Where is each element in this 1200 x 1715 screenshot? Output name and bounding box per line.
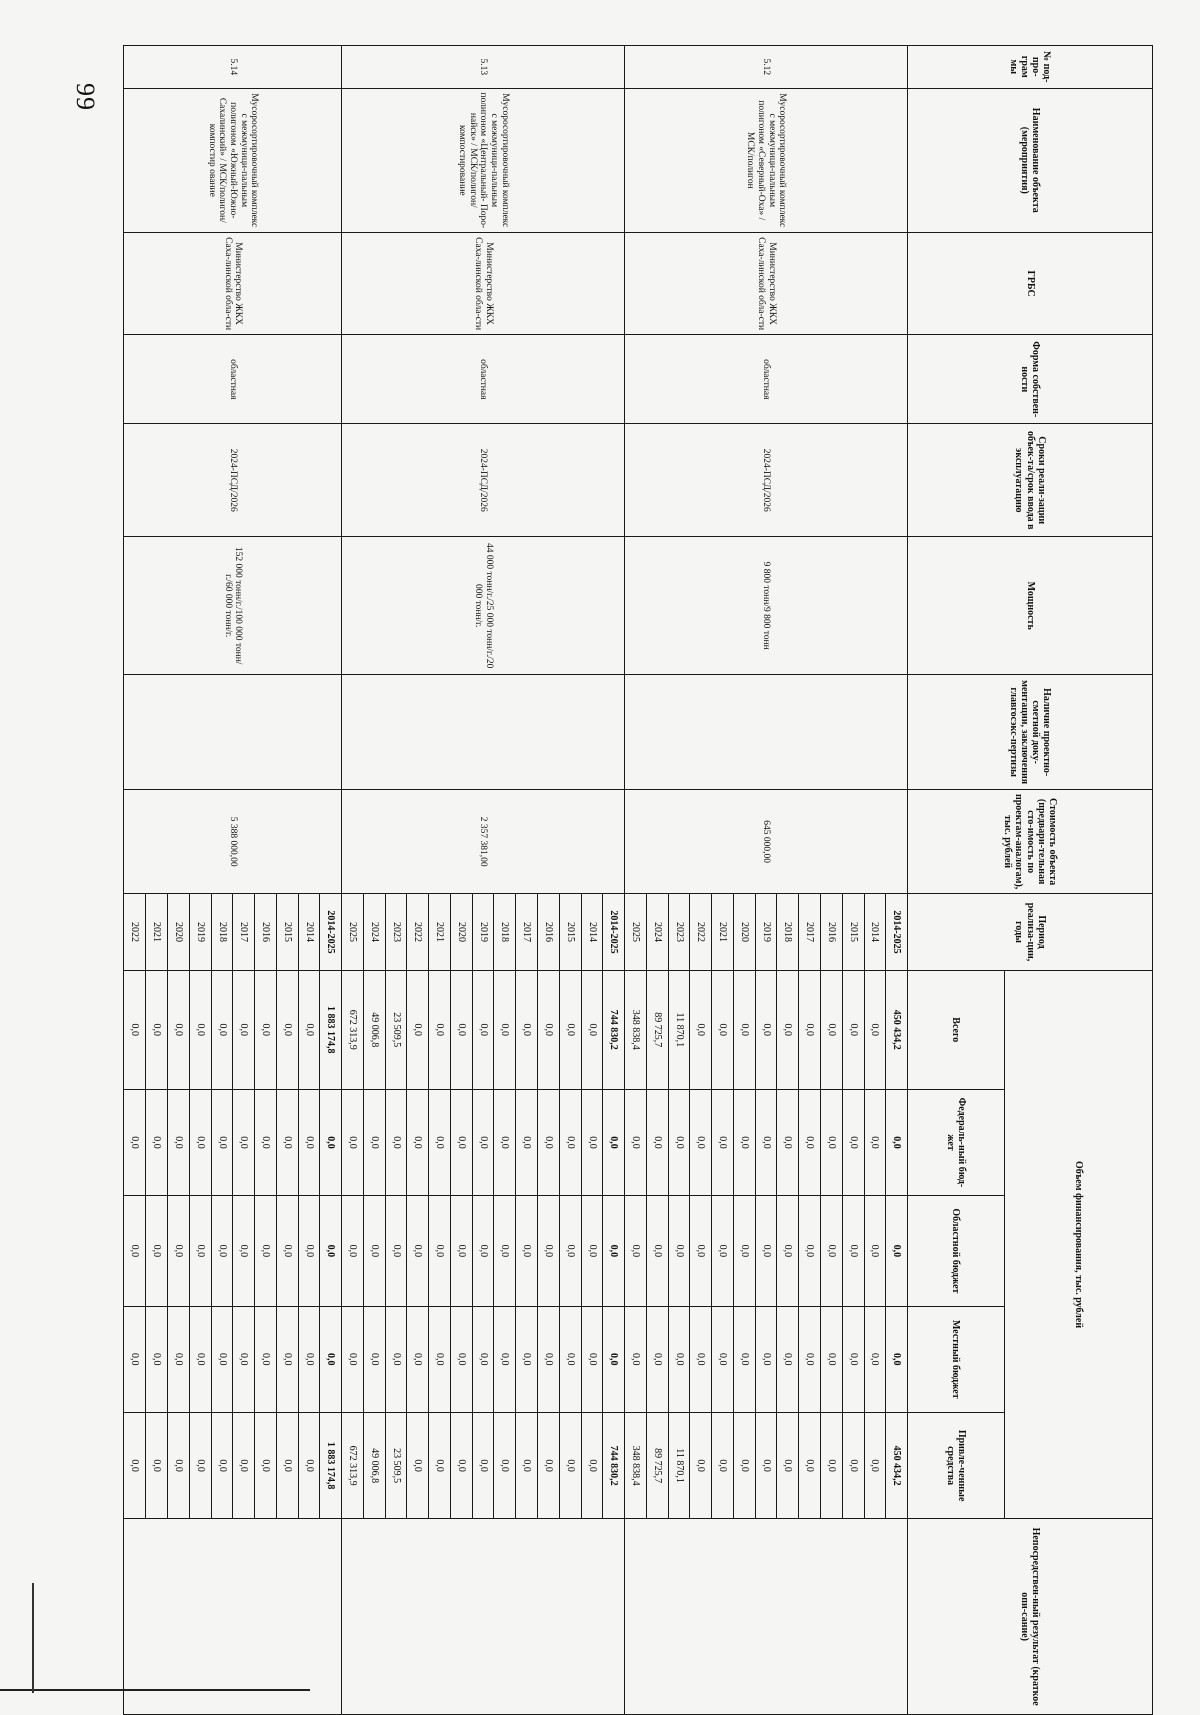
cell-total: 0,0 [298, 970, 320, 1089]
cell-local: 0,0 [646, 1306, 668, 1412]
cell-attracted: 0,0 [690, 1412, 712, 1518]
cell-total: 0,0 [450, 970, 472, 1089]
cell-period: 2017 [233, 894, 255, 971]
object-grbs: Министерство ЖКХ Саха-линской обла-сти [124, 233, 342, 335]
cell-local: 0,0 [233, 1306, 255, 1412]
cell-total: 0,0 [255, 970, 277, 1089]
cell-period: 2014-2025 [603, 894, 625, 971]
cell-total: 450 434,2 [886, 970, 908, 1089]
cell-attracted: 348 838,4 [625, 1412, 647, 1518]
object-grbs: Министерство ЖКХ Саха-линской обла-сти [342, 233, 625, 335]
financing-table [123, 45, 1153, 1715]
cell-total: 0,0 [233, 970, 255, 1089]
cell-regional: 0,0 [820, 1196, 842, 1307]
object-ownership: областная [625, 335, 908, 424]
object-cost: 645 000,00 [625, 790, 908, 894]
cell-regional: 0,0 [211, 1196, 233, 1307]
object-cost: 5 388 000,00 [124, 790, 342, 894]
cell-regional: 0,0 [516, 1196, 538, 1307]
cell-period: 2015 [842, 894, 864, 971]
cell-total: 672 313,9 [342, 970, 364, 1089]
cell-federal: 0,0 [320, 1089, 342, 1195]
cell-federal: 0,0 [755, 1089, 777, 1195]
cell-total: 23 509,5 [385, 970, 407, 1089]
cell-period: 2020 [733, 894, 755, 971]
cell-period: 2015 [276, 894, 298, 971]
cell-local: 0,0 [690, 1306, 712, 1412]
header-name: Наименование объекта (мероприятия) [908, 88, 1153, 233]
object-name: Мусоросортировочный комплекс с межмуници-пальным полигоном «Северный-Оха» / МСК/полигон [625, 88, 908, 233]
cell-regional: 0,0 [168, 1196, 190, 1307]
cell-local: 0,0 [211, 1306, 233, 1412]
cell-total: 0,0 [712, 970, 734, 1089]
cell-period: 2023 [385, 894, 407, 971]
cell-attracted: 0,0 [820, 1412, 842, 1518]
header-row-1 [1004, 46, 1152, 1715]
object-num: 5.13 [342, 46, 625, 89]
cell-regional: 0,0 [429, 1196, 451, 1307]
cell-regional: 0,0 [733, 1196, 755, 1307]
cell-attracted: 0,0 [581, 1412, 603, 1518]
cell-period: 2014-2025 [886, 894, 908, 971]
cell-federal: 0,0 [625, 1089, 647, 1195]
cell-total: 348 838,4 [625, 970, 647, 1089]
cell-local: 0,0 [407, 1306, 429, 1412]
cell-federal: 0,0 [690, 1089, 712, 1195]
cell-total: 0,0 [755, 970, 777, 1089]
cell-regional: 0,0 [189, 1196, 211, 1307]
cell-attracted: 0,0 [189, 1412, 211, 1518]
cell-period: 2021 [712, 894, 734, 971]
cell-total: 0,0 [842, 970, 864, 1089]
header-regional: Областной бюджет [908, 1196, 1005, 1307]
cell-period: 2018 [777, 894, 799, 971]
cell-federal: 0,0 [886, 1089, 908, 1195]
object-result [342, 1519, 625, 1715]
cell-federal: 0,0 [189, 1089, 211, 1195]
cell-total: 0,0 [276, 970, 298, 1089]
cell-total: 0,0 [799, 970, 821, 1089]
cell-attracted: 0,0 [733, 1412, 755, 1518]
cell-regional: 0,0 [255, 1196, 277, 1307]
cell-federal: 0,0 [494, 1089, 516, 1195]
header-local: Местный бюджет [908, 1306, 1005, 1412]
cell-total: 0,0 [690, 970, 712, 1089]
cell-local: 0,0 [472, 1306, 494, 1412]
cell-total: 0,0 [538, 970, 560, 1089]
cell-regional: 0,0 [668, 1196, 690, 1307]
cell-period: 2014 [864, 894, 886, 971]
cell-local: 0,0 [820, 1306, 842, 1412]
cell-attracted: 0,0 [407, 1412, 429, 1518]
cell-total: 0,0 [494, 970, 516, 1089]
cell-federal: 0,0 [298, 1089, 320, 1195]
cell-federal: 0,0 [124, 1089, 146, 1195]
cell-local: 0,0 [886, 1306, 908, 1412]
cell-local: 0,0 [429, 1306, 451, 1412]
cell-period: 2024 [363, 894, 385, 971]
cell-period: 2016 [820, 894, 842, 971]
cell-regional: 0,0 [124, 1196, 146, 1307]
cell-attracted: 0,0 [168, 1412, 190, 1518]
cell-period: 2017 [516, 894, 538, 971]
cell-local: 0,0 [363, 1306, 385, 1412]
cell-total: 0,0 [211, 970, 233, 1089]
cell-total: 11 870,1 [668, 970, 690, 1089]
object-terms: 2024-ПСД/2026 [625, 424, 908, 537]
cell-federal: 0,0 [407, 1089, 429, 1195]
cell-attracted: 0,0 [429, 1412, 451, 1518]
cell-total: 0,0 [472, 970, 494, 1089]
cell-regional: 0,0 [712, 1196, 734, 1307]
cell-federal: 0,0 [777, 1089, 799, 1195]
cell-local: 0,0 [538, 1306, 560, 1412]
cell-regional: 0,0 [581, 1196, 603, 1307]
cell-local: 0,0 [298, 1306, 320, 1412]
header-terms: Сроки реали-зации объек-та/срок ввода в эксплуатацию [908, 424, 1153, 537]
cell-local: 0,0 [668, 1306, 690, 1412]
cell-attracted: 0,0 [233, 1412, 255, 1518]
cell-federal: 0,0 [276, 1089, 298, 1195]
cell-regional: 0,0 [407, 1196, 429, 1307]
object-result [625, 1519, 908, 1715]
cell-regional: 0,0 [603, 1196, 625, 1307]
cell-total: 1 883 174,8 [320, 970, 342, 1089]
object-result [124, 1519, 342, 1715]
cell-regional: 0,0 [342, 1196, 364, 1307]
table-row [320, 46, 342, 1715]
cell-period: 2019 [189, 894, 211, 971]
cell-period: 2018 [211, 894, 233, 971]
header-grbs: ГРБС [908, 233, 1153, 335]
cell-attracted: 0,0 [211, 1412, 233, 1518]
cell-regional: 0,0 [886, 1196, 908, 1307]
header-result: Непосредствен-ный результат (краткое опи-сание) [908, 1519, 1153, 1715]
cell-total: 0,0 [581, 970, 603, 1089]
cell-federal: 0,0 [581, 1089, 603, 1195]
cell-local: 0,0 [603, 1306, 625, 1412]
header-cost: Стоимость объекта (предвари-тельная сто-имость по проектам-аналогам), тыс. рублей [908, 790, 1153, 894]
table-row [886, 46, 908, 1715]
cell-regional: 0,0 [385, 1196, 407, 1307]
cell-attracted: 744 830,2 [603, 1412, 625, 1518]
cell-regional: 0,0 [646, 1196, 668, 1307]
cell-attracted: 0,0 [124, 1412, 146, 1518]
cell-total: 89 725,7 [646, 970, 668, 1089]
cell-regional: 0,0 [690, 1196, 712, 1307]
cell-regional: 0,0 [494, 1196, 516, 1307]
cell-attracted: 0,0 [494, 1412, 516, 1518]
object-name: Мусоросортировочный комплекс с межмуници-пальным полигоном «Южный-Южно-Сахалинский» / МСК/полигон/компостир ование [124, 88, 342, 233]
cell-attracted: 0,0 [755, 1412, 777, 1518]
object-docs [342, 675, 625, 790]
cell-regional: 0,0 [559, 1196, 581, 1307]
cell-federal: 0,0 [820, 1089, 842, 1195]
cell-total: 0,0 [777, 970, 799, 1089]
object-docs [124, 675, 342, 790]
cell-attracted: 0,0 [842, 1412, 864, 1518]
cell-federal: 0,0 [429, 1089, 451, 1195]
object-capacity: 9 800 тонн/9 800 тонн [625, 537, 908, 675]
cell-total: 49 006,8 [363, 970, 385, 1089]
cell-attracted: 0,0 [559, 1412, 581, 1518]
cell-local: 0,0 [799, 1306, 821, 1412]
header-attracted: Привле-ченные средства [908, 1412, 1005, 1518]
object-capacity: 44 000 тонн/г./25 000 тонн/г./20 000 тонн/г. [342, 537, 625, 675]
table-body [124, 46, 1153, 1715]
object-terms: 2024-ПСД/2026 [342, 424, 625, 537]
cell-local: 0,0 [842, 1306, 864, 1412]
cell-total: 0,0 [820, 970, 842, 1089]
object-name: Мусоросортировочный комплекс с межмуници-пальным полигоном «Центральный- Поро-найск» / МСК/полигон/ компостирование [342, 88, 625, 233]
cell-federal: 0,0 [842, 1089, 864, 1195]
header-ownership: Форма собствен-ности [908, 335, 1153, 424]
cell-period: 2023 [668, 894, 690, 971]
cell-attracted: 0,0 [450, 1412, 472, 1518]
cell-local: 0,0 [189, 1306, 211, 1412]
cell-regional: 0,0 [363, 1196, 385, 1307]
header-period: Период реализа-ции, годы [908, 894, 1153, 971]
cell-local: 0,0 [320, 1306, 342, 1412]
cell-regional: 0,0 [298, 1196, 320, 1307]
cell-local: 0,0 [146, 1306, 168, 1412]
cell-period: 2014-2025 [320, 894, 342, 971]
header-num: № под-про-грам мы [908, 46, 1153, 89]
cell-total: 0,0 [407, 970, 429, 1089]
header-funding: Объем финансирования, тыс. рублей [1004, 970, 1152, 1519]
cell-federal: 0,0 [472, 1089, 494, 1195]
cell-regional: 0,0 [625, 1196, 647, 1307]
cell-period: 2021 [146, 894, 168, 971]
header-docs: Наличие проектно-сметной доку-ментации, заключения главгосэкс-пертизы [908, 675, 1153, 790]
cell-regional: 0,0 [842, 1196, 864, 1307]
cell-period: 2022 [124, 894, 146, 971]
cell-federal: 0,0 [516, 1089, 538, 1195]
table-container [123, 45, 1153, 1715]
cell-regional: 0,0 [538, 1196, 560, 1307]
cell-federal: 0,0 [168, 1089, 190, 1195]
cell-attracted: 0,0 [864, 1412, 886, 1518]
object-ownership: областная [342, 335, 625, 424]
cell-period: 2016 [538, 894, 560, 971]
cell-attracted: 0,0 [712, 1412, 734, 1518]
cell-attracted: 0,0 [298, 1412, 320, 1518]
cell-attracted: 0,0 [146, 1412, 168, 1518]
cell-federal: 0,0 [733, 1089, 755, 1195]
cell-local: 0,0 [450, 1306, 472, 1412]
object-capacity: 152 000 тонн/г./100 000 тонн/г./60 000 тонн/г. [124, 537, 342, 675]
object-num: 5.12 [625, 46, 908, 89]
cell-attracted: 0,0 [255, 1412, 277, 1518]
cell-federal: 0,0 [450, 1089, 472, 1195]
cell-federal: 0,0 [146, 1089, 168, 1195]
cell-period: 2022 [690, 894, 712, 971]
cell-attracted: 11 870,1 [668, 1412, 690, 1518]
cell-total: 0,0 [189, 970, 211, 1089]
cell-total: 0,0 [516, 970, 538, 1089]
cell-attracted: 450 434,2 [886, 1412, 908, 1518]
cell-period: 2022 [407, 894, 429, 971]
header-capacity: Мощность [908, 537, 1153, 675]
cell-federal: 0,0 [385, 1089, 407, 1195]
cell-local: 0,0 [255, 1306, 277, 1412]
cell-federal: 0,0 [864, 1089, 886, 1195]
cell-federal: 0,0 [211, 1089, 233, 1195]
scan-margin-line [32, 1583, 34, 1693]
cell-period: 2025 [342, 894, 364, 971]
cell-federal: 0,0 [363, 1089, 385, 1195]
cell-total: 0,0 [864, 970, 886, 1089]
cell-federal: 0,0 [559, 1089, 581, 1195]
object-cost: 2 357 381,00 [342, 790, 625, 894]
cell-total: 744 830,2 [603, 970, 625, 1089]
cell-federal: 0,0 [712, 1089, 734, 1195]
header-federal: Федераль-ный бюд-жет [908, 1089, 1005, 1195]
cell-local: 0,0 [385, 1306, 407, 1412]
cell-period: 2014 [581, 894, 603, 971]
cell-local: 0,0 [864, 1306, 886, 1412]
cell-regional: 0,0 [276, 1196, 298, 1307]
cell-period: 2020 [168, 894, 190, 971]
object-ownership: областная [124, 335, 342, 424]
cell-period: 2019 [755, 894, 777, 971]
cell-attracted: 0,0 [799, 1412, 821, 1518]
object-docs [625, 675, 908, 790]
cell-federal: 0,0 [799, 1089, 821, 1195]
cell-regional: 0,0 [777, 1196, 799, 1307]
cell-local: 0,0 [124, 1306, 146, 1412]
cell-period: 2024 [646, 894, 668, 971]
cell-federal: 0,0 [233, 1089, 255, 1195]
table-row [603, 46, 625, 1715]
cell-period: 2025 [625, 894, 647, 971]
cell-federal: 0,0 [603, 1089, 625, 1195]
cell-local: 0,0 [581, 1306, 603, 1412]
cell-local: 0,0 [712, 1306, 734, 1412]
cell-attracted: 89 725,7 [646, 1412, 668, 1518]
cell-local: 0,0 [342, 1306, 364, 1412]
cell-local: 0,0 [777, 1306, 799, 1412]
object-num: 5.14 [124, 46, 342, 89]
cell-attracted: 0,0 [777, 1412, 799, 1518]
cell-period: 2017 [799, 894, 821, 971]
object-grbs: Министерство ЖКХ Саха-линской обла-сти [625, 233, 908, 335]
cell-federal: 0,0 [646, 1089, 668, 1195]
cell-attracted: 0,0 [276, 1412, 298, 1518]
cell-local: 0,0 [168, 1306, 190, 1412]
cell-regional: 0,0 [146, 1196, 168, 1307]
cell-federal: 0,0 [668, 1089, 690, 1195]
page-edge-line [0, 1689, 310, 1691]
cell-federal: 0,0 [255, 1089, 277, 1195]
cell-regional: 0,0 [755, 1196, 777, 1307]
cell-federal: 0,0 [342, 1089, 364, 1195]
cell-period: 2015 [559, 894, 581, 971]
cell-local: 0,0 [755, 1306, 777, 1412]
cell-total: 0,0 [124, 970, 146, 1089]
cell-regional: 0,0 [320, 1196, 342, 1307]
cell-total: 0,0 [168, 970, 190, 1089]
cell-regional: 0,0 [799, 1196, 821, 1307]
cell-total: 0,0 [559, 970, 581, 1089]
page-number: 99 [71, 83, 100, 111]
cell-local: 0,0 [559, 1306, 581, 1412]
cell-local: 0,0 [494, 1306, 516, 1412]
cell-local: 0,0 [625, 1306, 647, 1412]
cell-total: 0,0 [429, 970, 451, 1089]
cell-attracted: 0,0 [472, 1412, 494, 1518]
cell-attracted: 0,0 [538, 1412, 560, 1518]
cell-period: 2019 [472, 894, 494, 971]
cell-regional: 0,0 [233, 1196, 255, 1307]
cell-regional: 0,0 [450, 1196, 472, 1307]
cell-period: 2014 [298, 894, 320, 971]
cell-total: 0,0 [733, 970, 755, 1089]
cell-local: 0,0 [276, 1306, 298, 1412]
cell-period: 2021 [429, 894, 451, 971]
cell-total: 0,0 [146, 970, 168, 1089]
cell-attracted: 0,0 [516, 1412, 538, 1518]
cell-local: 0,0 [516, 1306, 538, 1412]
cell-regional: 0,0 [472, 1196, 494, 1307]
cell-local: 0,0 [733, 1306, 755, 1412]
object-terms: 2024-ПСД/2026 [124, 424, 342, 537]
cell-period: 2016 [255, 894, 277, 971]
cell-attracted: 1 883 174,8 [320, 1412, 342, 1518]
cell-period: 2018 [494, 894, 516, 971]
cell-period: 2020 [450, 894, 472, 971]
header-total: Всего [908, 970, 1005, 1089]
cell-federal: 0,0 [538, 1089, 560, 1195]
cell-attracted: 23 509,5 [385, 1412, 407, 1518]
cell-regional: 0,0 [864, 1196, 886, 1307]
cell-attracted: 672 313,9 [342, 1412, 364, 1518]
cell-attracted: 49 006,8 [363, 1412, 385, 1518]
